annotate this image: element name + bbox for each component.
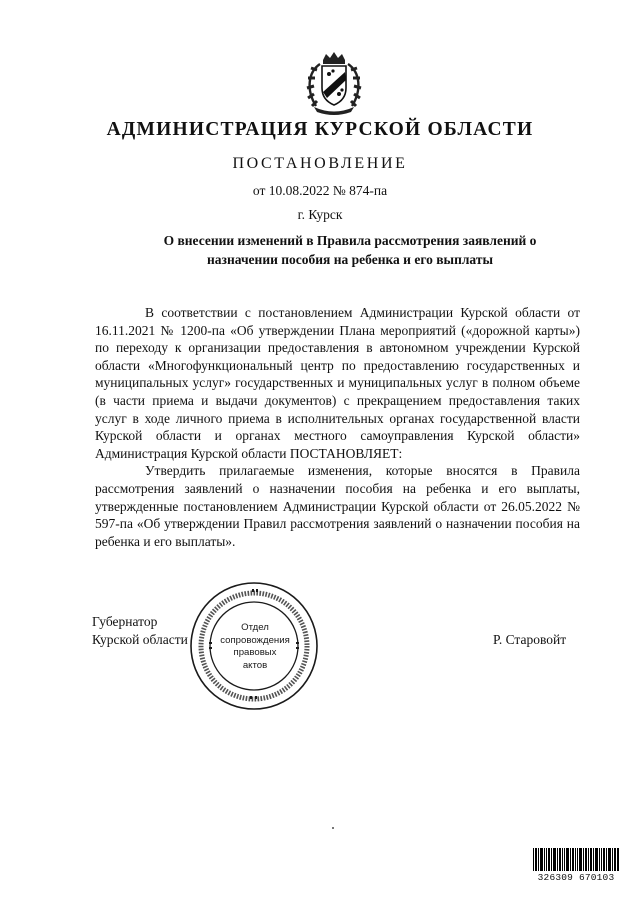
signatory-title-line-2: Курской области (92, 631, 188, 647)
body-paragraph-1: В соответствии с постановлением Администрации Курской области от 16.11.2021 № 1200-па «Об утверждении Плана мероприятий («дорожной карты») по переходу к организации предоставления в автономном учреждении Курской области «Многофункциональный центр по предоставлению государственных и муниципальных услуг» государственных и муниципальных услуг в полном объеме (в части приема и выдачи документов) с прекращением предоставления таких услуг в ходе личного приема в исполнительных органах государственной власти Курской области и органах местного самоуправления Курской области» Администрация Курской области ПОСТАНОВЛЯЕТ: (95, 305, 580, 461)
stamp-line-3: правовых (233, 647, 277, 658)
body-paragraph-2: Утвердить прилагаемые изменения, которые вносятся в Правила рассмотрения заявлений о назначении пособия на ребенка и его выплаты, утвержденные постановлением Администрации Курской области от 26.05.2022 № 597-па «Об утверждении Правил рассмотрения заявлений о назначении пособия на ребенка и его выплаты». (95, 463, 580, 549)
stamp-line-2: сопровождения (220, 634, 290, 646)
stamp-line-1: Отдел (241, 622, 269, 633)
document-body (95, 304, 580, 550)
document-subject (150, 231, 550, 269)
stamp-text (218, 622, 292, 672)
signatory-title-line-1: Губернатор (92, 614, 158, 629)
scan-speck (332, 827, 334, 829)
organization-title: АДМИНИСТРАЦИЯ КУРСКОЙ ОБЛАСТИ (106, 119, 534, 140)
stamp-line-4: актов (242, 659, 268, 671)
document-barcode (533, 848, 619, 871)
subject-line-2: назначении пособия на ребенка и его выплаты (207, 252, 493, 267)
coat-of-arms-emblem (296, 50, 372, 116)
document-city: г. Курск (297, 207, 343, 222)
signatory-title (92, 613, 188, 648)
subject-line-1: О внесении изменений в Правила рассмотрения заявлений о (163, 233, 537, 248)
signatory-name: Р. Старовойт (493, 632, 567, 647)
document-type: ПОСТАНОВЛЕНИЕ (232, 155, 408, 172)
barcode-number: 326309 670103 (537, 872, 615, 883)
document-date-number: от 10.08.2022 № 874-па (252, 183, 388, 198)
